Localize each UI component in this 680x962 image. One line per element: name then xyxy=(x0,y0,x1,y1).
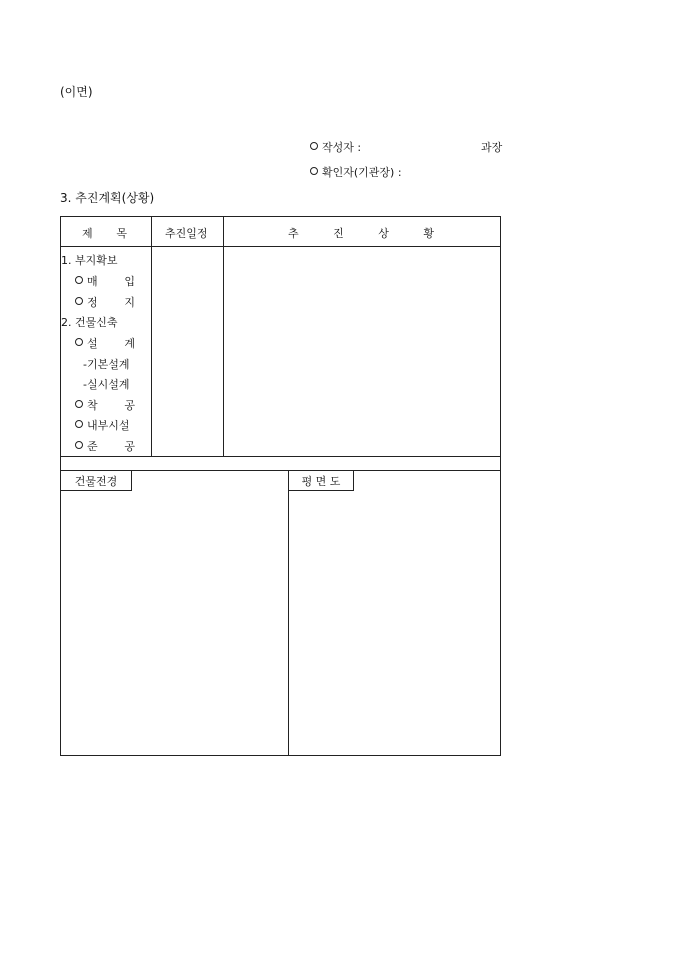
list-item: 2. 건물신축 xyxy=(61,316,118,329)
floor-plan-label: 평 면 도 xyxy=(289,471,354,491)
list-item-label-start xyxy=(75,397,98,413)
header-status-char: 상 xyxy=(378,227,389,240)
header-status-char: 황 xyxy=(423,227,434,240)
list-item: -실시설계 xyxy=(83,378,130,391)
list-item: -기본설계 xyxy=(83,358,130,371)
list-item-label-start xyxy=(75,273,98,289)
list-item-char: 설 xyxy=(87,337,98,350)
circle-bullet-icon xyxy=(75,400,83,408)
confirmer-label: 확인자(기관장) : xyxy=(322,166,402,179)
column-divider-2 xyxy=(223,216,224,457)
circle-bullet-icon xyxy=(75,276,83,284)
table-top-border xyxy=(60,216,501,217)
list-item-char: 착 xyxy=(87,399,98,412)
circle-bullet-icon xyxy=(75,297,83,305)
author-line xyxy=(310,139,361,155)
author-title: 과장 xyxy=(481,141,503,154)
circle-bullet-icon xyxy=(310,167,318,175)
header-status-char: 진 xyxy=(333,227,344,240)
circle-bullet-icon xyxy=(75,338,83,346)
header-status-char: 추 xyxy=(288,227,299,240)
list-item-char: 매 xyxy=(87,275,98,288)
column-divider-1 xyxy=(151,216,152,457)
list-item-char: 지 xyxy=(124,296,135,309)
list-item-label-start xyxy=(75,438,98,454)
circle-bullet-icon xyxy=(75,441,83,449)
list-item-char: 입 xyxy=(124,275,135,288)
author-label: 작성자 : xyxy=(322,141,362,154)
page-side-label: (이면) xyxy=(60,85,93,99)
list-item-char: 계 xyxy=(124,337,135,350)
circle-bullet-icon xyxy=(310,142,318,150)
table-right-border xyxy=(500,216,501,756)
list-item-char: 공 xyxy=(124,440,135,453)
list-item-label-start xyxy=(75,294,98,310)
circle-bullet-icon xyxy=(75,420,83,428)
list-item-label-start xyxy=(75,335,98,351)
list-item-char: 정 xyxy=(87,296,98,309)
header-item-char: 목 xyxy=(116,227,127,240)
panel-divider xyxy=(288,470,289,756)
header-item-char: 제 xyxy=(82,227,93,240)
section-title: 3. 추진계획(상황) xyxy=(60,191,155,205)
confirmer-line xyxy=(310,164,402,180)
list-item-char: 준 xyxy=(87,440,98,453)
header-status xyxy=(288,225,434,241)
list-item xyxy=(75,438,135,454)
list-item: 1. 부지확보 xyxy=(61,254,118,267)
list-item xyxy=(75,294,135,310)
exterior-photo-label: 건물전경 xyxy=(61,471,132,491)
table-bottom-border xyxy=(60,755,501,756)
header-schedule: 추진일정 xyxy=(165,227,208,240)
list-item xyxy=(75,397,135,413)
list-item-label: 내부시설 xyxy=(87,419,130,432)
list-item xyxy=(75,273,135,289)
list-item xyxy=(75,335,135,351)
header-item xyxy=(82,225,127,241)
table-body-bottom xyxy=(60,456,501,457)
list-item xyxy=(75,417,130,433)
table-header-divider xyxy=(60,246,501,247)
list-item-char: 공 xyxy=(124,399,135,412)
